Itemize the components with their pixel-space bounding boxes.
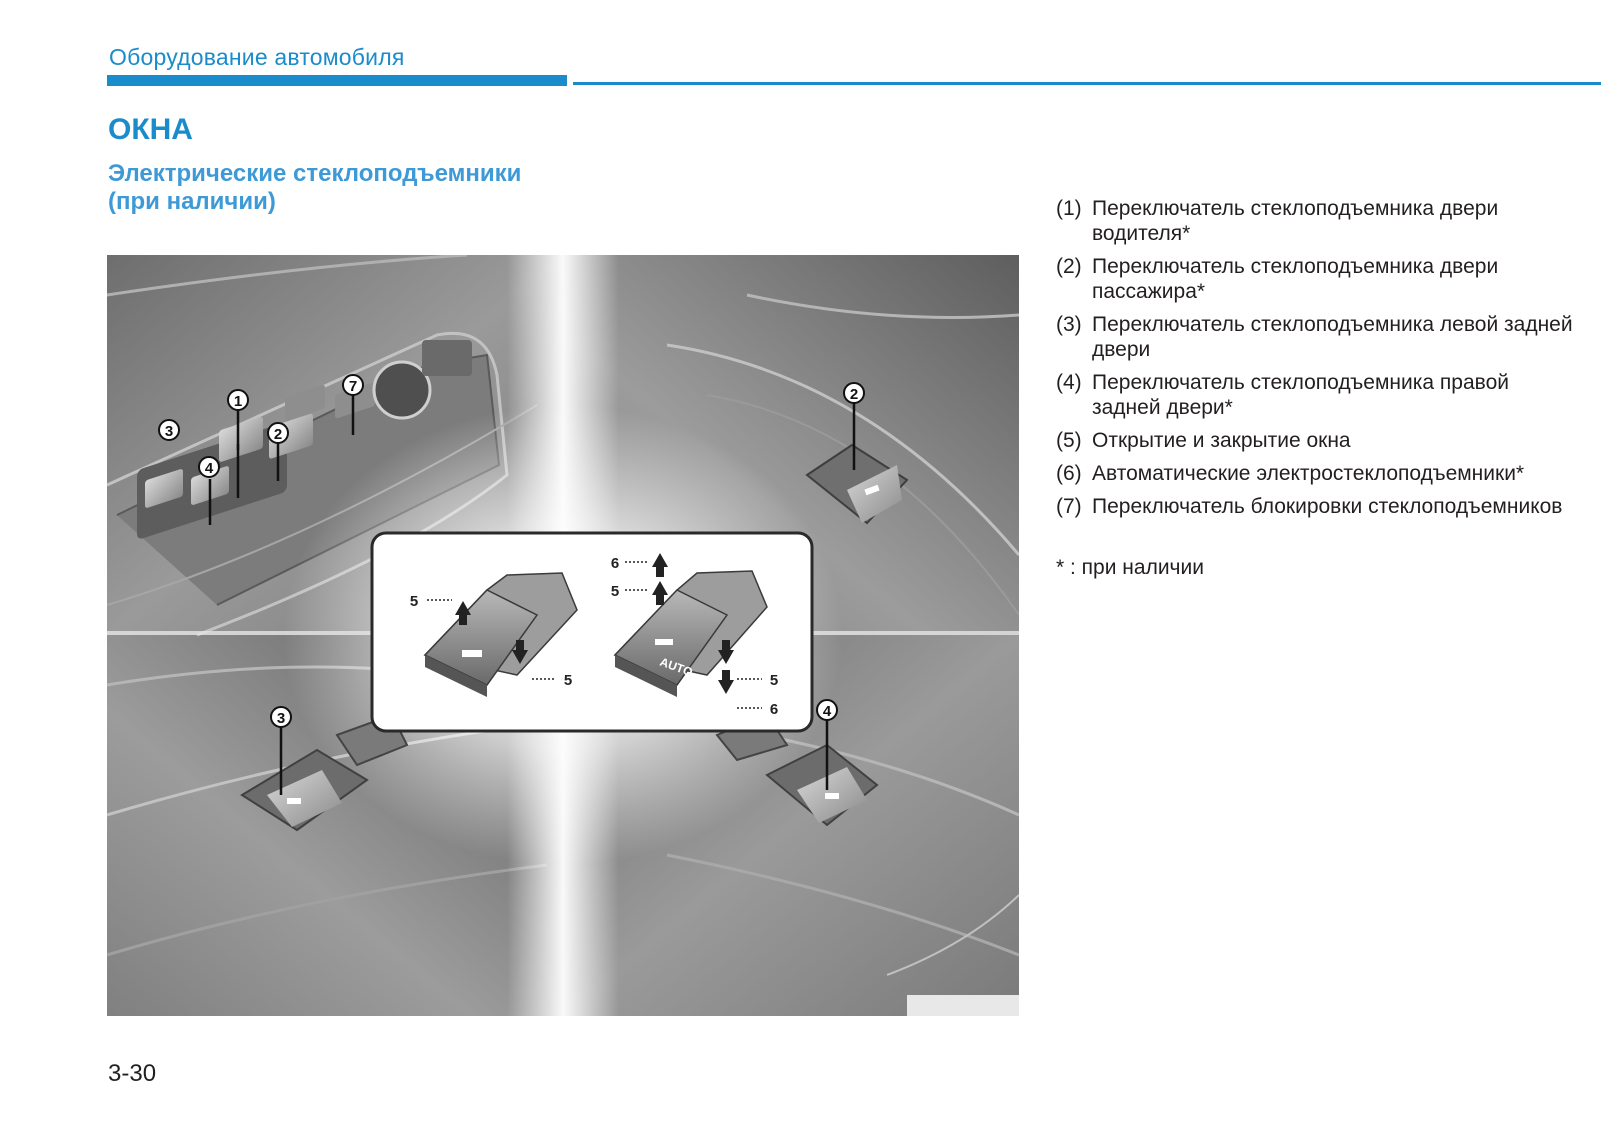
legend-item-1 [1056,196,1576,246]
auto-switch-label: AUTO [657,654,695,680]
legend-num-3: (3) [1056,313,1082,336]
callout-2-top: 2 [273,426,283,443]
footnote: * : при наличии [1056,556,1204,579]
legend-item-3 [1056,312,1576,362]
legend-item-5 [1056,428,1576,453]
switch-operation-inset [372,533,812,731]
callout-7: 7 [348,378,358,395]
subtitle-line-1: Электрические стеклоподъемники [108,160,522,187]
page-number: 3-30 [108,1060,157,1087]
legend-item-6 [1056,461,1576,486]
callout-4-top: 4 [204,460,214,477]
page-title: ОКНА [108,113,193,146]
subtitle-line-2: (при наличии) [108,188,276,215]
inset-label-6-right-down: 6 [769,701,779,718]
legend-num-4: (4) [1056,371,1082,394]
inset-label-5-right-down: 5 [769,672,779,689]
legend-num-2: (2) [1056,255,1082,278]
header-bar-thin [573,82,1601,85]
legend-num-5: (5) [1056,429,1082,452]
legend-text-1: Переключатель стеклоподъемника двери водителя* [1092,197,1499,245]
power-window-illustration [107,255,1019,1016]
legend-text-2: Переключатель стеклоподъемника двери пассажира* [1092,255,1499,303]
legend-text-5: Открытие и закрытие окна [1092,429,1351,452]
section-header: Оборудование автомобиля [109,44,405,70]
page-subtitle [108,160,521,216]
legend-text-7: Переключатель блокировки стеклоподъемников [1092,495,1563,518]
legend-num-6: (6) [1056,462,1082,485]
inset-label-5-left-down: 5 [563,672,573,689]
legend-item-7 [1056,494,1576,519]
header-bar-thick [107,75,567,86]
legend-num-1: (1) [1056,197,1082,220]
legend-item-4 [1056,370,1576,420]
legend-text-4: Переключатель стеклоподъемника правой задней двери* [1092,371,1509,419]
inset-label-5-left-up: 5 [409,593,419,610]
legend-text-3: Переключатель стеклоподъемника левой задней двери [1092,313,1573,361]
legend-item-2 [1056,254,1576,304]
inset-label-5-right-up: 5 [610,583,620,600]
callout-4-bottom: 4 [822,703,832,720]
legend-num-7: (7) [1056,495,1082,518]
legend-text-6: Автоматические электростеклоподъемники* [1092,462,1525,485]
callout-1: 1 [233,393,243,410]
callout-3-bottom: 3 [276,710,286,727]
callout-3-top: 3 [164,423,174,440]
inset-label-6-right-up: 6 [610,555,620,572]
callout-2-right: 2 [849,386,859,403]
legend-list [1056,196,1576,580]
